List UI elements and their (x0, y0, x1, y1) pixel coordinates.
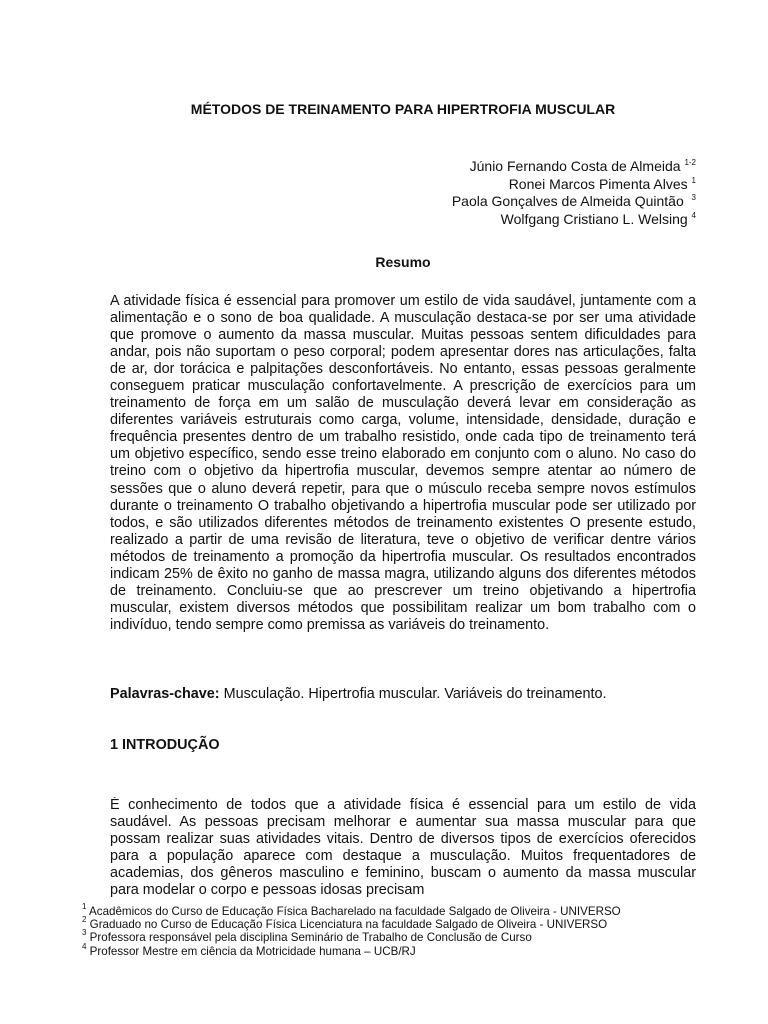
footnote (82, 902, 722, 918)
author-affiliation: 1 (691, 175, 696, 185)
footnote-text: Graduado no Curso de Educação Física Licenciatura na faculdade Salgado de Oliveira - UNIVERSO (86, 918, 608, 932)
paper-title: MÉTODOS DE TREINAMENTO PARA HIPERTROFIA MUSCULAR (190, 101, 616, 117)
footnote-text: Acadêmicos do Curso de Educação Física Bacharelado na faculdade Salgado de Oliveira - UNIVERSO (86, 905, 621, 918)
author-name: Paola Gonçalves de Almeida Quintão (451, 193, 684, 209)
abstract-body: A atividade física é essencial para promover um estilo de vida saudável, juntamente com a alimentação e o sono de boa qualidade. A musculação destaca-se por ser uma atividade que promove o aumento da massa muscular. Muitas pessoas sentem dificuldades para andar, pois não suportam o peso corporal; podem apresentar dores nas articulações, falta de ar, dor torácica e palpitações desconfortáveis. No entanto, essas pessoas geralmente conseguem praticar musculação confortavelmente. A prescrição de exercícios para um treinamento de força em um salão de musculação deverá levar em consideração as diferentes variáveis estruturais como carga, volume, intensidade, densidade, duração e frequência presentes dentro de um trabalho resistido, onde cada tipo de treinamento terá um objetivo específico, sendo esse treino elaborado em conjunto com o aluno. No caso do treino com o objetivo da hipertrofia muscular, devemos sempre atentar ao número de sessões que o aluno deverá repetir, para que o músculo receba sempre novos estímulos durante o treinamento O trabalho objetivando a hipertrofia muscular pode ser utilizado por todos, e são utilizados diferentes métodos de treinamento existentes O presente estudo, realizado a partir de uma revisão de literatura, teve o objetivo de verificar dentre vários métodos de treinamento a promoção da hipertrofia muscular. Os resultados encontrados indicam 25% de êxito no ganho de massa magra, utilizando alguns dos diferentes métodos de treinamento. Concluiu-se que ao prescrever um treino objetivando a hipertrofia muscular, existem diversos métodos que possibilitam realizar um bom trabalho com o indivíduo, tendo sempre como premissa as variáveis do treinamento. (110, 293, 696, 633)
author-name: Júnio Fernando Costa de Almeida (469, 158, 681, 174)
section-heading-introduction: 1 INTRODUÇÃO (110, 737, 220, 753)
keywords-text: Musculação. Hipertrofia muscular. Variáveis do treinamento. (219, 686, 607, 702)
author-line (452, 158, 696, 176)
keywords-label: Palavras-chave: (110, 686, 220, 702)
footnote (82, 928, 722, 945)
keywords-line (110, 686, 696, 703)
author-affiliation: 4 (691, 210, 696, 220)
footnote-mark: 2 (82, 915, 87, 925)
introduction-body: É conhecimento de todos que a atividade física é essencial para um estilo de vida saudável. As pessoas precisam melhorar e aumentar sua massa muscular para que possam realizar suas atividades vitais. Dentro de diversos tipos de exercícios oferecidos para a população aparece com destaque a musculação. Muitos frequentadores de academias, dos gêneros masculino e feminino, buscam o aumento da massa muscular para modelar o corpo e pessoas idosas precisam (110, 797, 696, 899)
author-line (452, 211, 696, 229)
author-line (452, 193, 696, 211)
author-affiliation: 1-2 (684, 158, 696, 167)
footnotes (82, 902, 722, 958)
abstract-heading: Resumo (375, 254, 431, 270)
footnote (82, 915, 722, 932)
footnote-mark: 1 (82, 902, 87, 911)
footnote-text: Professor Mestre em ciência da Motricidade humana – UCB/RJ (86, 944, 416, 958)
author-line (452, 176, 696, 194)
footnote-mark: 4 (82, 941, 87, 951)
footnote (82, 941, 722, 958)
author-name: Wolfgang Cristiano L. Welsing (500, 210, 688, 227)
footnote-text: Professora responsável pela disciplina Seminário de Trabalho de Conclusão de Curso (86, 931, 532, 945)
footnote-mark: 3 (82, 928, 87, 938)
author-affiliation: 3 (691, 193, 696, 202)
author-list (452, 158, 696, 228)
author-name: Ronei Marcos Pimenta Alves (508, 175, 688, 192)
